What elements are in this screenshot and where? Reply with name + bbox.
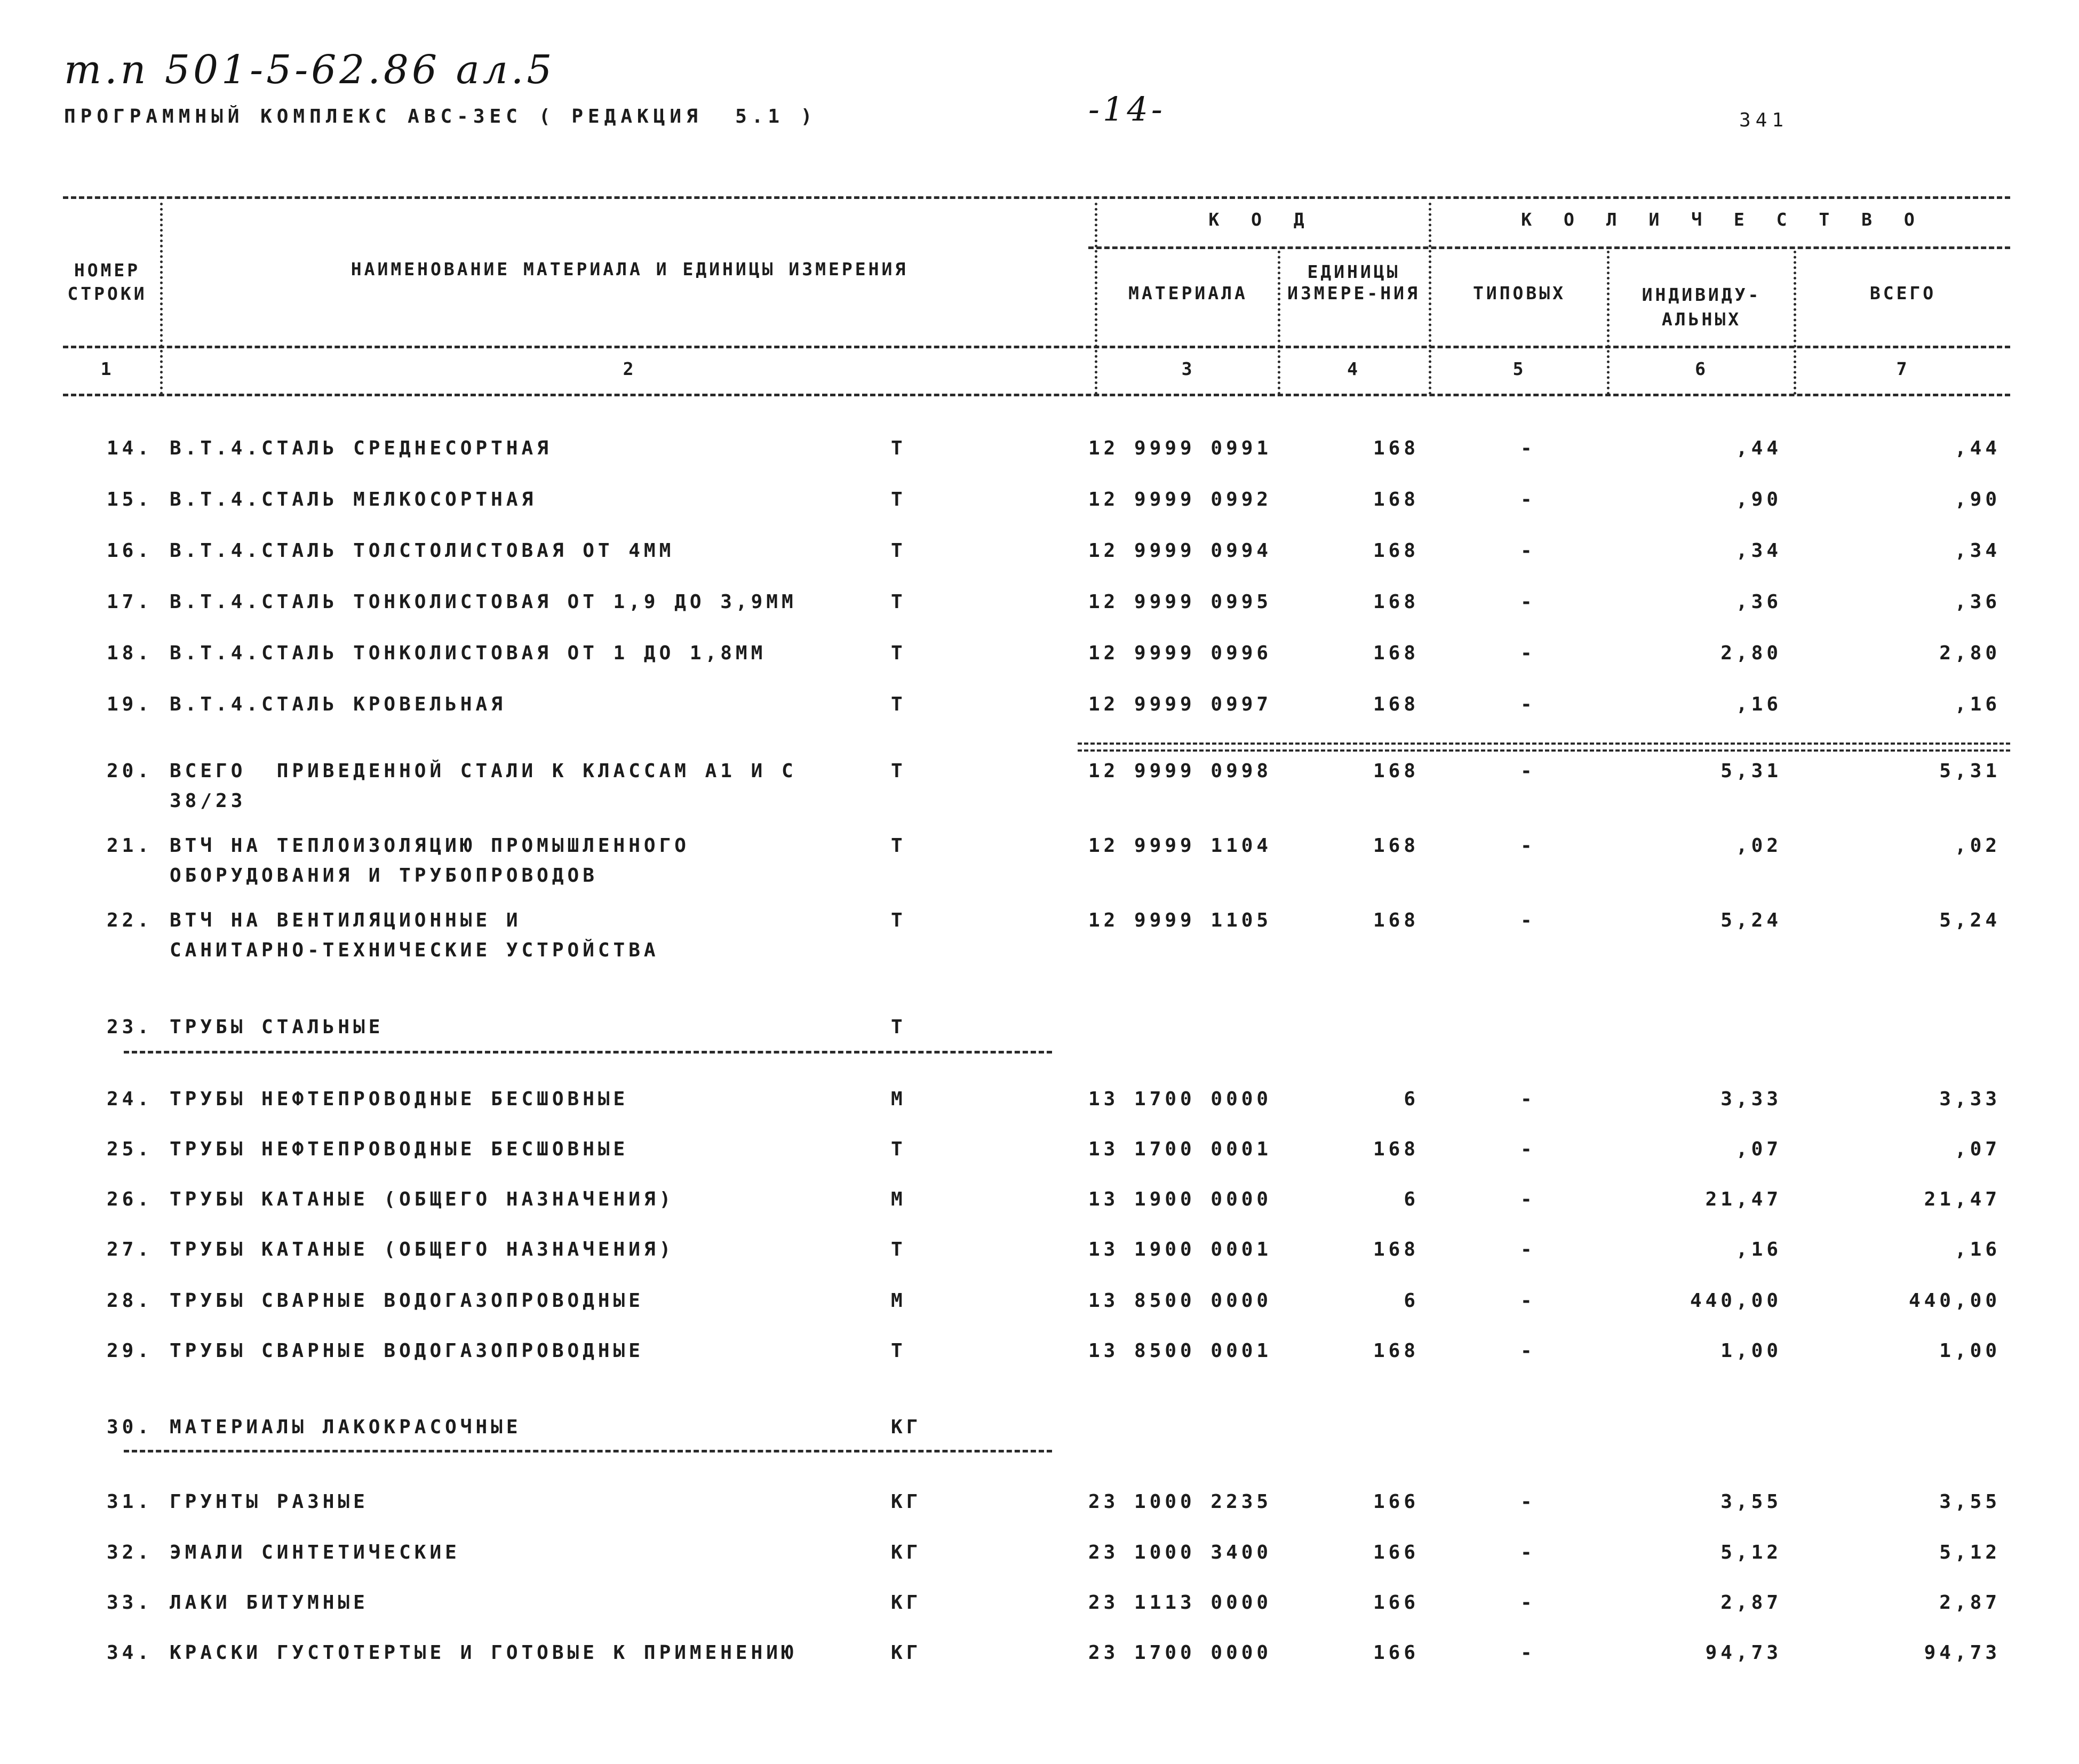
qty-typical: - <box>1520 642 1536 664</box>
material-name: В.Т.4.СТАЛЬ СРЕДНЕСОРТНАЯ <box>170 437 552 459</box>
material-code: 12 9999 0997 <box>1088 693 1272 715</box>
unit: Т <box>891 591 906 613</box>
unit-code: 168 <box>1373 693 1419 715</box>
qty-typical: - <box>1520 540 1536 562</box>
unit: Т <box>891 1016 906 1038</box>
unit-code: 6 <box>1404 1290 1419 1312</box>
unit-code: 168 <box>1373 1340 1419 1362</box>
column-code-material: МАТЕРИАЛА <box>1128 283 1248 304</box>
table-top-rule <box>63 196 2010 199</box>
column-qty-total: ВСЕГО <box>1869 283 1937 304</box>
row-number: 23. <box>107 1016 153 1038</box>
qty-typical: - <box>1520 1340 1536 1362</box>
column-separator <box>1794 251 1796 395</box>
qty-total: ,44 <box>1954 437 2001 459</box>
qty-individual: 5,31 <box>1720 760 1782 782</box>
qty-typical: - <box>1520 1642 1536 1664</box>
qty-individual: 3,55 <box>1720 1491 1782 1513</box>
qty-individual: ,16 <box>1735 1239 1782 1260</box>
qty-individual: ,90 <box>1735 489 1782 510</box>
unit-code: 168 <box>1373 835 1419 857</box>
material-code: 23 1000 3400 <box>1088 1542 1272 1563</box>
material-code: 23 1700 0000 <box>1088 1642 1272 1664</box>
unit-code: 168 <box>1373 437 1419 459</box>
qty-typical: - <box>1520 437 1536 459</box>
qty-individual: ,36 <box>1735 591 1782 613</box>
qty-total: 94,73 <box>1924 1642 2001 1664</box>
qty-typical: - <box>1520 1239 1536 1260</box>
qty-individual: 2,87 <box>1720 1592 1782 1614</box>
row-number: 33. <box>107 1592 153 1614</box>
material-code: 12 9999 0996 <box>1088 642 1272 664</box>
unit: КГ <box>891 1542 922 1563</box>
unit: М <box>891 1188 906 1210</box>
column-group-quantity: К О Л И Ч Е С Т В О <box>1521 209 1925 230</box>
material-code: 13 1700 0000 <box>1088 1088 1272 1110</box>
material-code: 13 8500 0000 <box>1088 1290 1272 1312</box>
material-name: ТРУБЫ КАТАНЫЕ (ОБЩЕГО НАЗНАЧЕНИЯ) <box>170 1239 675 1260</box>
unit-code: 166 <box>1373 1542 1419 1563</box>
qty-total: ,16 <box>1954 693 2001 715</box>
material-name: КРАСКИ ГУСТОТЕРТЫЕ И ГОТОВЫЕ К ПРИМЕНЕНИЮ <box>170 1642 797 1664</box>
row-number: 26. <box>107 1188 153 1210</box>
material-name: В.Т.4.СТАЛЬ КРОВЕЛЬНАЯ <box>170 693 506 715</box>
material-name-continuation: 38/23 <box>170 790 246 812</box>
qty-total: 5,12 <box>1939 1542 2001 1563</box>
row-number: 32. <box>107 1542 153 1563</box>
column-index: 3 <box>1181 358 1195 379</box>
sheet-number: 341 <box>1739 109 1789 131</box>
row-number: 21. <box>107 835 153 857</box>
row-number: 30. <box>107 1416 153 1438</box>
column-index: 4 <box>1347 358 1360 379</box>
qty-typical: - <box>1520 835 1536 857</box>
material-name: ТРУБЫ СВАРНЫЕ ВОДОГАЗОПРОВОДНЫЕ <box>170 1340 644 1362</box>
header-rule <box>63 346 2010 348</box>
group-underline <box>124 1051 1052 1053</box>
qty-typical: - <box>1520 909 1536 931</box>
qty-individual: 94,73 <box>1705 1642 1782 1664</box>
unit: КГ <box>891 1491 922 1513</box>
material-code: 12 9999 0991 <box>1088 437 1272 459</box>
column-code-unit: ЕДИНИЦЫ ИЗМЕРЕ-НИЯ <box>1287 261 1420 304</box>
material-name: ТРУБЫ НЕФТЕПРОВОДНЫЕ БЕСШОВНЫЕ <box>170 1088 629 1110</box>
material-name: ТРУБЫ СТАЛЬНЫЕ <box>170 1016 384 1038</box>
unit: Т <box>891 1239 906 1260</box>
unit-code: 6 <box>1404 1188 1419 1210</box>
column-name: НАИМЕНОВАНИЕ МАТЕРИАЛА И ЕДИНИЦЫ ИЗМЕРЕНИЯ <box>351 259 909 280</box>
material-name: ЭМАЛИ СИНТЕТИЧЕСКИЕ <box>170 1542 460 1563</box>
unit-code: 168 <box>1373 591 1419 613</box>
qty-typical: - <box>1520 1088 1536 1110</box>
column-group-code: К О Д <box>1208 209 1315 230</box>
material-code: 13 8500 0001 <box>1088 1340 1272 1362</box>
unit: Т <box>891 1340 906 1362</box>
material-code: 23 1113 0000 <box>1088 1592 1272 1614</box>
qty-total: 3,55 <box>1939 1491 2001 1513</box>
material-name: ТРУБЫ СВАРНЫЕ ВОДОГАЗОПРОВОДНЫЕ <box>170 1290 644 1312</box>
material-name: МАТЕРИАЛЫ ЛАКОКРАСОЧНЫЕ <box>170 1416 522 1438</box>
unit: Т <box>891 540 906 562</box>
qty-typical: - <box>1520 1592 1536 1614</box>
qty-total: 1,00 <box>1939 1340 2001 1362</box>
page-number: -14- <box>1088 90 1166 129</box>
material-code: 13 1900 0001 <box>1088 1239 1272 1260</box>
column-separator <box>1278 251 1280 395</box>
qty-total: 2,80 <box>1939 642 2001 664</box>
qty-individual: ,16 <box>1735 693 1782 715</box>
qty-individual: ,44 <box>1735 437 1782 459</box>
column-qty-typical: ТИПОВЫХ <box>1472 283 1566 304</box>
unit: Т <box>891 909 906 931</box>
qty-total: 440,00 <box>1908 1290 2001 1312</box>
group-header-rule <box>1088 246 2010 249</box>
group-underline <box>124 1450 1052 1452</box>
material-name: ГРУНТЫ РАЗНЫЕ <box>170 1491 369 1513</box>
unit: Т <box>891 489 906 510</box>
qty-typical: - <box>1520 1491 1536 1513</box>
qty-typical: - <box>1520 1188 1536 1210</box>
material-name: ТРУБЫ КАТАНЫЕ (ОБЩЕГО НАЗНАЧЕНИЯ) <box>170 1188 675 1210</box>
material-name: ВСЕГО ПРИВЕДЕННОЙ СТАЛИ К КЛАССАМ А1 И С <box>170 760 797 782</box>
material-name-continuation: ОБОРУДОВАНИЯ И ТРУБОПРОВОДОВ <box>170 865 598 887</box>
qty-individual: ,07 <box>1735 1138 1782 1160</box>
unit-code: 166 <box>1373 1592 1419 1614</box>
qty-total: 3,33 <box>1939 1088 2001 1110</box>
qty-individual: 3,33 <box>1720 1088 1782 1110</box>
row-number: 20. <box>107 760 153 782</box>
qty-total: 5,31 <box>1939 760 2001 782</box>
material-code: 13 1900 0000 <box>1088 1188 1272 1210</box>
row-number: 17. <box>107 591 153 613</box>
qty-total: 21,47 <box>1924 1188 2001 1210</box>
row-number: 18. <box>107 642 153 664</box>
unit: Т <box>891 693 906 715</box>
row-number: 25. <box>107 1138 153 1160</box>
qty-individual: 1,00 <box>1720 1340 1782 1362</box>
column-index: 6 <box>1695 358 1708 379</box>
row-number: 15. <box>107 489 153 510</box>
material-code: 12 9999 0995 <box>1088 591 1272 613</box>
qty-individual: 440,00 <box>1690 1290 1782 1312</box>
qty-individual: 5,24 <box>1720 909 1782 931</box>
program-edition: ( РЕДАКЦИЯ 5.1 ) <box>539 106 817 127</box>
qty-total: ,07 <box>1954 1138 2001 1160</box>
row-number: 14. <box>107 437 153 459</box>
row-number: 16. <box>107 540 153 562</box>
material-name: В.Т.4.СТАЛЬ МЕЛКОСОРТНАЯ <box>170 489 537 510</box>
material-code: 23 1000 2235 <box>1088 1491 1272 1513</box>
material-name: В.Т.4.СТАЛЬ ТОНКОЛИСТОВАЯ ОТ 1,9 ДО 3,9ММ <box>170 591 797 613</box>
unit-code: 168 <box>1373 1239 1419 1260</box>
material-name: ВТЧ НА ВЕНТИЛЯЦИОННЫЕ И <box>170 909 522 931</box>
material-code: 12 9999 0998 <box>1088 760 1272 782</box>
unit: М <box>891 1290 906 1312</box>
material-name-continuation: САНИТАРНО-ТЕХНИЧЕСКИЕ УСТРОЙСТВА <box>170 939 659 961</box>
total-double-rule <box>1078 743 2010 752</box>
material-code: 13 1700 0001 <box>1088 1138 1272 1160</box>
qty-typical: - <box>1520 1138 1536 1160</box>
unit: Т <box>891 1138 906 1160</box>
qty-typical: - <box>1520 591 1536 613</box>
unit: Т <box>891 642 906 664</box>
unit-code: 168 <box>1373 1138 1419 1160</box>
material-code: 12 9999 1105 <box>1088 909 1272 931</box>
qty-total: 2,87 <box>1939 1592 2001 1614</box>
material-name: ВТЧ НА ТЕПЛОИЗОЛЯЦИЮ ПРОМЫШЛЕННОГО <box>170 835 690 857</box>
row-number: 31. <box>107 1491 153 1513</box>
unit: КГ <box>891 1642 922 1664</box>
unit: Т <box>891 835 906 857</box>
column-index: 2 <box>623 358 636 379</box>
qty-individual: 5,12 <box>1720 1542 1782 1563</box>
qty-individual: ,34 <box>1735 540 1782 562</box>
unit-code: 166 <box>1373 1642 1419 1664</box>
qty-individual: 2,80 <box>1720 642 1782 664</box>
column-index: 5 <box>1512 358 1526 379</box>
row-number: 19. <box>107 693 153 715</box>
unit: М <box>891 1088 906 1110</box>
unit-code: 168 <box>1373 540 1419 562</box>
row-number: 28. <box>107 1290 153 1312</box>
unit-code: 6 <box>1404 1088 1419 1110</box>
unit-code: 168 <box>1373 642 1419 664</box>
column-qty-individual: ИНДИВИДУ-АЛЬНЫХ <box>1642 284 1762 330</box>
unit-code: 168 <box>1373 760 1419 782</box>
unit: Т <box>891 437 906 459</box>
row-number: 24. <box>107 1088 153 1110</box>
material-name: В.Т.4.СТАЛЬ ТОЛСТОЛИСТОВАЯ ОТ 4ММ <box>170 540 675 562</box>
unit: Т <box>891 760 906 782</box>
material-code: 12 9999 0992 <box>1088 489 1272 510</box>
material-name: ТРУБЫ НЕФТЕПРОВОДНЫЕ БЕСШОВНЫЕ <box>170 1138 629 1160</box>
column-separator <box>1429 203 1431 395</box>
row-number: 34. <box>107 1642 153 1664</box>
handwritten-reference: т.п 501-5-62.86 ал.5 <box>64 47 555 93</box>
qty-total: ,34 <box>1954 540 2001 562</box>
program-name: ПРОГРАММНЫЙ КОМПЛЕКС АВС-3ЕС <box>64 106 522 127</box>
column-index: 1 <box>100 358 114 379</box>
row-number: 29. <box>107 1340 153 1362</box>
qty-typical: - <box>1520 489 1536 510</box>
column-row-number: НОМЕР СТРОКИ <box>67 260 147 304</box>
qty-total: ,02 <box>1954 835 2001 857</box>
row-number: 22. <box>107 909 153 931</box>
qty-typical: - <box>1520 760 1536 782</box>
index-rule <box>63 394 2010 396</box>
column-index: 7 <box>1896 358 1910 379</box>
unit-code: 168 <box>1373 489 1419 510</box>
qty-individual: 21,47 <box>1705 1188 1782 1210</box>
column-separator <box>160 203 163 395</box>
unit-code: 168 <box>1373 909 1419 931</box>
material-name: ЛАКИ БИТУМНЫЕ <box>170 1592 369 1614</box>
material-code: 12 9999 1104 <box>1088 835 1272 857</box>
qty-total: ,16 <box>1954 1239 2001 1260</box>
qty-typical: - <box>1520 693 1536 715</box>
column-separator <box>1095 203 1097 395</box>
qty-total: ,90 <box>1954 489 2001 510</box>
unit: КГ <box>891 1416 922 1438</box>
unit-code: 166 <box>1373 1491 1419 1513</box>
qty-typical: - <box>1520 1290 1536 1312</box>
row-number: 27. <box>107 1239 153 1260</box>
qty-total: ,36 <box>1954 591 2001 613</box>
qty-total: 5,24 <box>1939 909 2001 931</box>
qty-individual: ,02 <box>1735 835 1782 857</box>
unit: КГ <box>891 1592 922 1614</box>
column-separator <box>1607 251 1610 395</box>
material-name: В.Т.4.СТАЛЬ ТОНКОЛИСТОВАЯ ОТ 1 ДО 1,8ММ <box>170 642 767 664</box>
material-code: 12 9999 0994 <box>1088 540 1272 562</box>
qty-typical: - <box>1520 1542 1536 1563</box>
